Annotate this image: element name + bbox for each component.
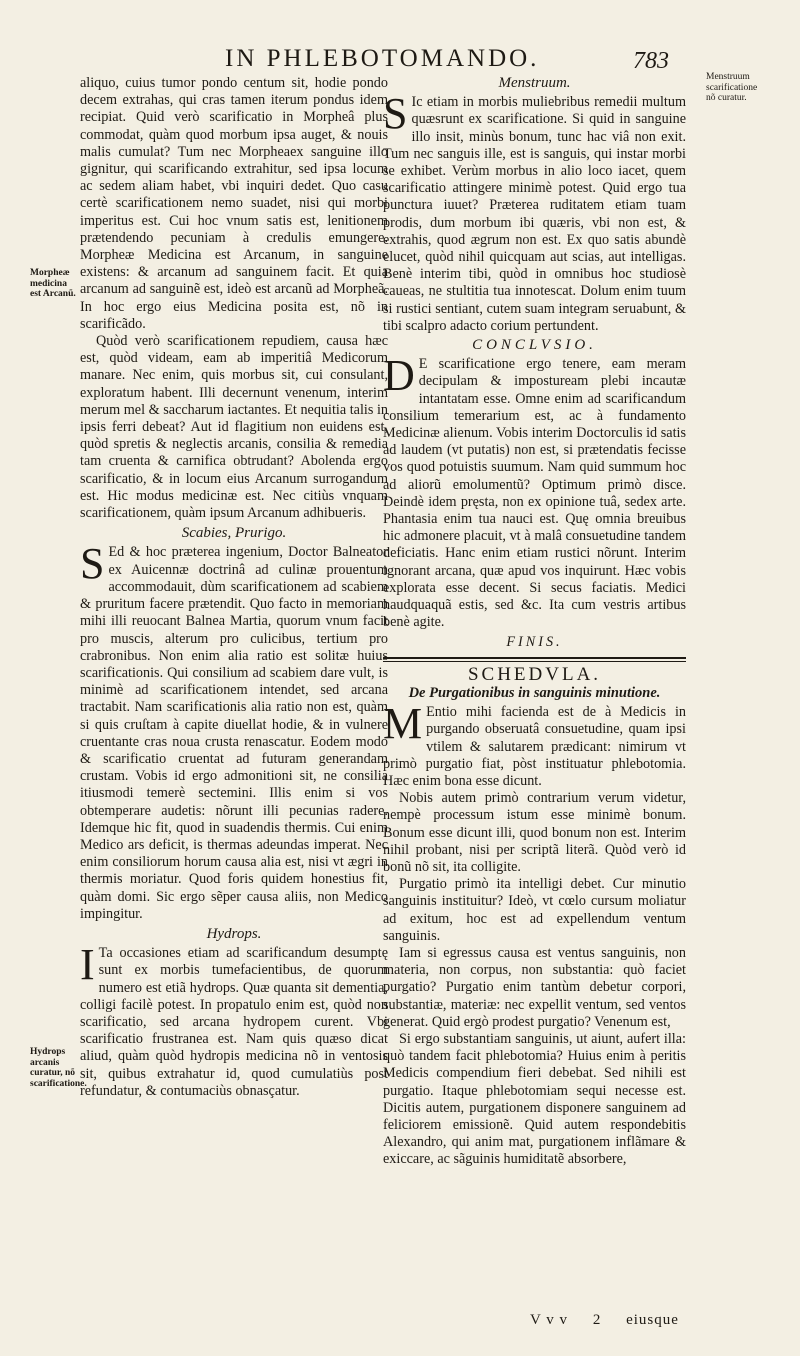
right-paragraph-1 [383, 89, 686, 335]
section-rule-thick [383, 657, 686, 659]
left-column [80, 75, 388, 1100]
drop-cap-m: M [383, 699, 423, 749]
subheading-hydrops: Hydrops. [206, 925, 262, 942]
left-paragraph-2: Quòd verò scarificationem repudiem, causa hæc est, quòd videam, eam ab imperitiâ Medicorum manare. Nec enim, quis morbus sit, cui consulant, exploratum habent. Illi decernunt venenum, interim merum mel & saccharum iactantes. Et nequitia talis in ipsis ferri debeat? Aut id flagitium non euidens est, quòd spretis & neglectis arcanis, consilia & remedia tam cruenta & carnifica obtrudant? Abolenda ergo scarificatio, & in locum eius Arcanum surrogandum est. Hic modus medicinæ est. Nec citiùs vnquam scarificationem, quàm ipsum Arcanum adhibueris. [80, 333, 388, 522]
finis-label: FINIS. [506, 633, 563, 650]
catchword: eiusque [626, 1312, 679, 1328]
drop-cap-s: S [80, 539, 105, 589]
page-footer [530, 1312, 699, 1329]
right-paragraph-1-text: Ic etiam in morbis muliebribus remedii multum quæsrunt ex scarificatione. Si quid in sanguine illo insit, minùs bonum, tunc hac viâ non exit. Tum nec sanguis ille, est is sanguis, qui instar morbi se exhibet. Verùm morbus in alio loco iacet, quem scarificatio attingere minimè potest. Quid ergo tua punctura iuuet? Præterea ruditatem etiam tuam prodis, dum morbum ibi quæris, vbi non est, & extrahis, quod ægrum non est. Ex quo satis abundè elucet, quòd nihil quicquam aut scias, aut intelligas. Benè interim tibi, quòd in omnibus hoc studiosè caueas, ne stultitia tua innotescat. Dolum enim tuum si rustici sentiant, cutem suam integram seruabunt, & tibi scalpro adacto corium pertundent. [383, 94, 686, 334]
subheading-purgationibus: De Purgationibus in sanguinis minutione. [408, 684, 661, 701]
section-rule-thin [383, 661, 686, 662]
right-paragraph-5: Purgatio primò ita intelligi debet. Cur minutio sanguinis instituitur? Ideò, vt cœlo cursum moliatur ad exitum, hoc est ad expellendum ventum sanguinis. [383, 876, 686, 944]
heading-conclusio: CONCLVSIO. [472, 337, 597, 354]
right-paragraph-4: Nobis autem primò contrarium verum videtur, nempè processum istum esse minimè bonum. Bonum esse dicunt illi, quod bonum non est. Interim nihil probant, nisi per scriptã literã. Quòd verò id bonũ nõ sit, ita colligite. [383, 790, 686, 875]
left-paragraph-4-text: Ta occasiones etiam ad scarificandum desumptę sunt ex morbis tumefacientibus, de quorum numero est etiã hydrops. Quæ quanta sit dementia, colligi facilè potest. In propatulo enim est, quòd non scarificatio, sed arcana hydropem curent. Vbi scarificatio frustranea est. Nam quis quæso dicat aliud, quàm quòd hydropis medicina nõ in ventosis sit, quibus extrahatur id, quod cumulatiùs post refundatur, & contumaciùs obnasçatur. [80, 945, 388, 1099]
running-head: IN PHLEBOTOMANDO. [225, 45, 540, 72]
margin-note-hydrops: Hydrops arcanis curatur, nõ scarificatione. [30, 1047, 87, 1089]
right-paragraph-7: Si ergo substantiam sanguinis, ut aiunt, aufert illa: quò tandem facit phlebotomia? Huius enim à peritis Medicis compendium fieri debebat. Sed nihili est purgatio. Itaque phlebotomiam sequi necesse est. Dicitis autem, purgationem disponere sanguinem ad feliciorem emissionẽ. Quid autem respondebitis Alexandro, qui anim mat, purgationem inflãmare & exiccare, ac sãguinis humiditatẽ absorbere, [383, 1030, 686, 1168]
right-paragraph-3 [383, 699, 686, 790]
drop-cap-i: I [80, 940, 95, 990]
margin-note-morphea: Morpheæ medicina est Arcanũ. [30, 268, 76, 299]
heading-schedula: SCHEDVLA. [467, 663, 602, 685]
right-paragraph-2 [383, 351, 686, 631]
margin-note-menstruum: Menstruum scarificatione nõ curatur. [706, 72, 758, 103]
right-column [383, 75, 686, 1169]
left-paragraph-4 [80, 940, 388, 1100]
right-paragraph-3-text: Entio mihi facienda est de à Medicis in purgando obseruatâ consuetudine, quam ipsi vtilem & salutarem prædicant: nimirum vt primò purgatio fiat, pòst instituatur phlebotomia. Hæc enim bona esse dicunt. [383, 704, 686, 789]
signature-mark: V v v [530, 1312, 569, 1328]
right-paragraph-2-text: E scarificatione ergo tenere, eam meram decipulam & impostuream plebi incautæ intantatam esse. Omne enim ad scarificandum consilium temerarium est, ac à fundamento Medicinæ alienum. Vobis interim Doctorculis id satis ad laudem (vt putatis) non est, si prætendatis fecisse vos quod potuistis suumum. Nam quid summum hoc ad aliorũ emolumentũ? Optimum primò disce. Deindè idem pręsta, non ex opinione tuâ, sedex arte. Phantasia enim tua nauci est. Quę omnia breuibus hic admonere placuit, vt à malâ consuetudine tandem deficiatis. Hanc enim etiam rustici nõrunt. Interim ignorant arcana, quæ apud vos inquirunt. Hæc vobis explorata esse decent. Si secus faciatis. Medici haudquaquã estis, sed &c. Ita cum vestris artibus benè agite. [383, 356, 686, 631]
subheading-menstruum: Menstruum. [498, 75, 571, 91]
page-number: 783 [633, 48, 669, 74]
drop-cap-d: D [383, 351, 415, 401]
left-paragraph-3 [80, 539, 388, 922]
right-paragraph-6: Iam si egressus causa est ventus sanguinis, non materia, non corpus, non substantia: quò faciet purgatio? Purgatio enim tantùm debetur corpori, substantiæ, materiæ: nec expellit ventum, sed ventos generat. Quid ergò prodest purgatio? Venenum est, [383, 944, 686, 1030]
left-paragraph-3-text: Ed & hoc præterea ingenium, Doctor Balneator ex Auicennæ doctrinâ ad culinæ prouentum accommodauit, dùm scarificationem ad scabiem & pruritum facere prætendit. Quo facto in memoriam mihi illi reuocant Balnea Martia, quorum vnum facit pro muscis, alterum pro culicibus, tertium pro crabronibus. Non enim alia ratio est solitæ huius scarificationis. Qui consilium ad scabiem dare vult, is minimè ad scarificationem intendet, sed arcana tractabit. Nam scarificationis alia ratio non est, quàm si quis cruſtam à capite diuellat hodie, & in vulnere cruentante cras noua crusta renascatur. Eodem modo & scarificatio cruentat ad futuram generandam crustam. Vobis id ergo admonitioni sit, ne consilia itiusmodi temerè sectemini. Illis enim si vos obtemperare audetis: nõrunt illi pecunias radere. Idemque hic fit, quod in suadendis thermis. Cui enim Medico ars deficit, is thermas adeundas imperat. Nec enim consiliorum horum causa alia est, nisi vt ægri in thermis moriatur. Quod foris quidem honestius fit, quàm domi. Sic ergo sẽper causa aliis, non Medico impingitur. [80, 544, 388, 922]
subheading-scabies: Scabies, Prurigo. [181, 525, 287, 542]
left-paragraph-1: aliquo, cuius tumor pondo centum sit, hodie pondo decem extrahas, qui cras tamen iterum pondus idem recipiat. Quid verò scarificatio in Morpheâ plus commodat, quàm quod morbum ipsa auget, & nouis malis cumulat? Tum nec Morpheaex sanguine illo gignitur, qui scarificando extrahitur, sed ipsa locum ac sedem aliam habet, vbi inquiri dedet. Quo casu certè scarificationem nemo suadet, nisi qui morbi imperitus est. Cui hoc vnum satis est, lenitionem prætendendo pecuniam à credulis emungere. Morpheæ Medicina est Arcanum, in sanguine existens: & arcanum ad sanguinem facit. Et quia arcanum ad sanguinẽ est, ideò est arcanũ ad Morpheã. In hoc ergo eius Medicina posita est, nõ in scarificãdo. [80, 75, 388, 332]
signature-number: 2 [592, 1312, 602, 1328]
drop-cap-s2: S [383, 89, 408, 139]
